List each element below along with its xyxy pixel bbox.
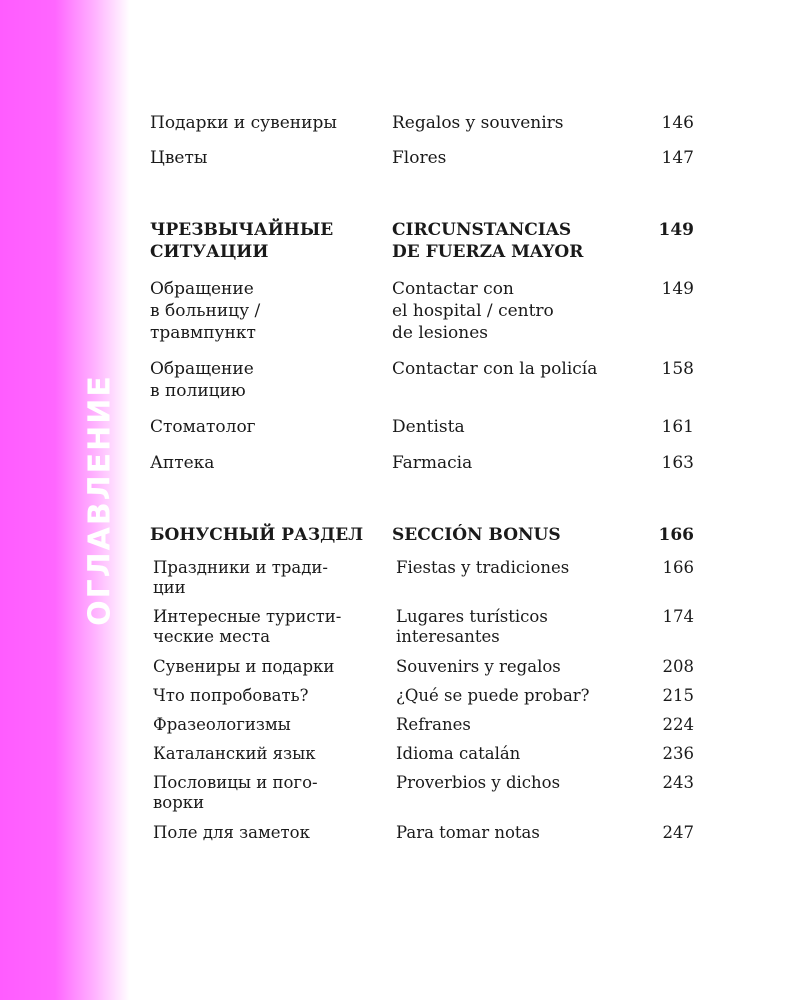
toc-page-number: 146 (661, 113, 694, 133)
toc-es-label: Regalos y souvenirs (392, 113, 564, 133)
toc-ru-label: Подарки и сувениры (150, 113, 337, 133)
toc-page-number: 208 (662, 657, 694, 676)
toc-page-number: 247 (662, 823, 694, 842)
toc-ru-label: Что попробовать? (153, 686, 309, 705)
toc-page-number: 158 (661, 359, 694, 379)
toc-es-label: Fiestas y tradiciones (396, 558, 570, 577)
toc-ru-heading: БОНУСНЫЙ РАЗДЕЛ (150, 525, 364, 545)
toc-es-label: Farmacia (392, 453, 473, 473)
toc-es-label: Idioma catalán (396, 744, 521, 763)
toc-ru-heading: ЧРЕЗВЫЧАЙНЫЕ СИТУАЦИИ (150, 220, 334, 262)
toc-page-number: 147 (661, 148, 694, 168)
toc-es-heading: SECCIÓN BONUS (392, 525, 561, 545)
toc-es-label: Souvenirs y regalos (396, 657, 561, 676)
toc-ru-label: Сувениры и подарки (153, 657, 335, 676)
toc-page-number: 236 (662, 744, 694, 763)
toc-page-number: 163 (661, 453, 694, 473)
toc-page-number: 243 (662, 773, 694, 792)
toc-es-label: Contactar con el hospital / centro de lesiones (392, 279, 554, 343)
toc-page-number: 174 (662, 607, 694, 626)
toc-page-number: 166 (662, 558, 694, 577)
toc-page-number: 224 (662, 715, 694, 734)
toc-es-label: Dentista (392, 417, 465, 437)
toc-ru-label: Аптека (150, 453, 215, 473)
toc-page-number: 149 (661, 279, 694, 299)
toc-es-label: Contactar con la policía (392, 359, 598, 379)
toc-ru-label: Фразеологизмы (153, 715, 291, 734)
toc-ru-label: Интересные туристи- ческие места (153, 607, 342, 646)
toc-ru-label: Обращение в полицию (150, 359, 254, 401)
toc-page-number: 149 (658, 220, 694, 240)
toc-es-label: Flores (392, 148, 447, 168)
toc-es-label: Proverbios y dichos (396, 773, 561, 792)
toc-es-label: Refranes (396, 715, 471, 734)
toc-page-number: 166 (658, 525, 694, 545)
toc-es-label: Para tomar notas (396, 823, 540, 842)
toc-es-label: ¿Qué se puede probar? (396, 686, 590, 705)
toc-ru-label: Пословицы и пого- ворки (153, 773, 318, 812)
toc-es-label: Lugares turísticos interesantes (396, 607, 548, 646)
toc-page-number: 215 (662, 686, 694, 705)
toc-es-heading: CIRCUNSTANCIAS DE FUERZA MAYOR (392, 220, 584, 262)
toc-page-number: 161 (661, 417, 694, 437)
toc-ru-label: Поле для заметок (153, 823, 310, 842)
toc-ru-label: Стоматолог (150, 417, 256, 437)
toc-ru-label: Каталанский язык (153, 744, 316, 763)
toc-ru-label: Праздники и тради- ции (153, 558, 328, 597)
toc-ru-label: Цветы (150, 148, 208, 168)
side-section-title: ОГЛАВЛЕНИЕ (82, 374, 118, 626)
toc-ru-label: Обращение в больницу / травмпункт (150, 279, 261, 343)
